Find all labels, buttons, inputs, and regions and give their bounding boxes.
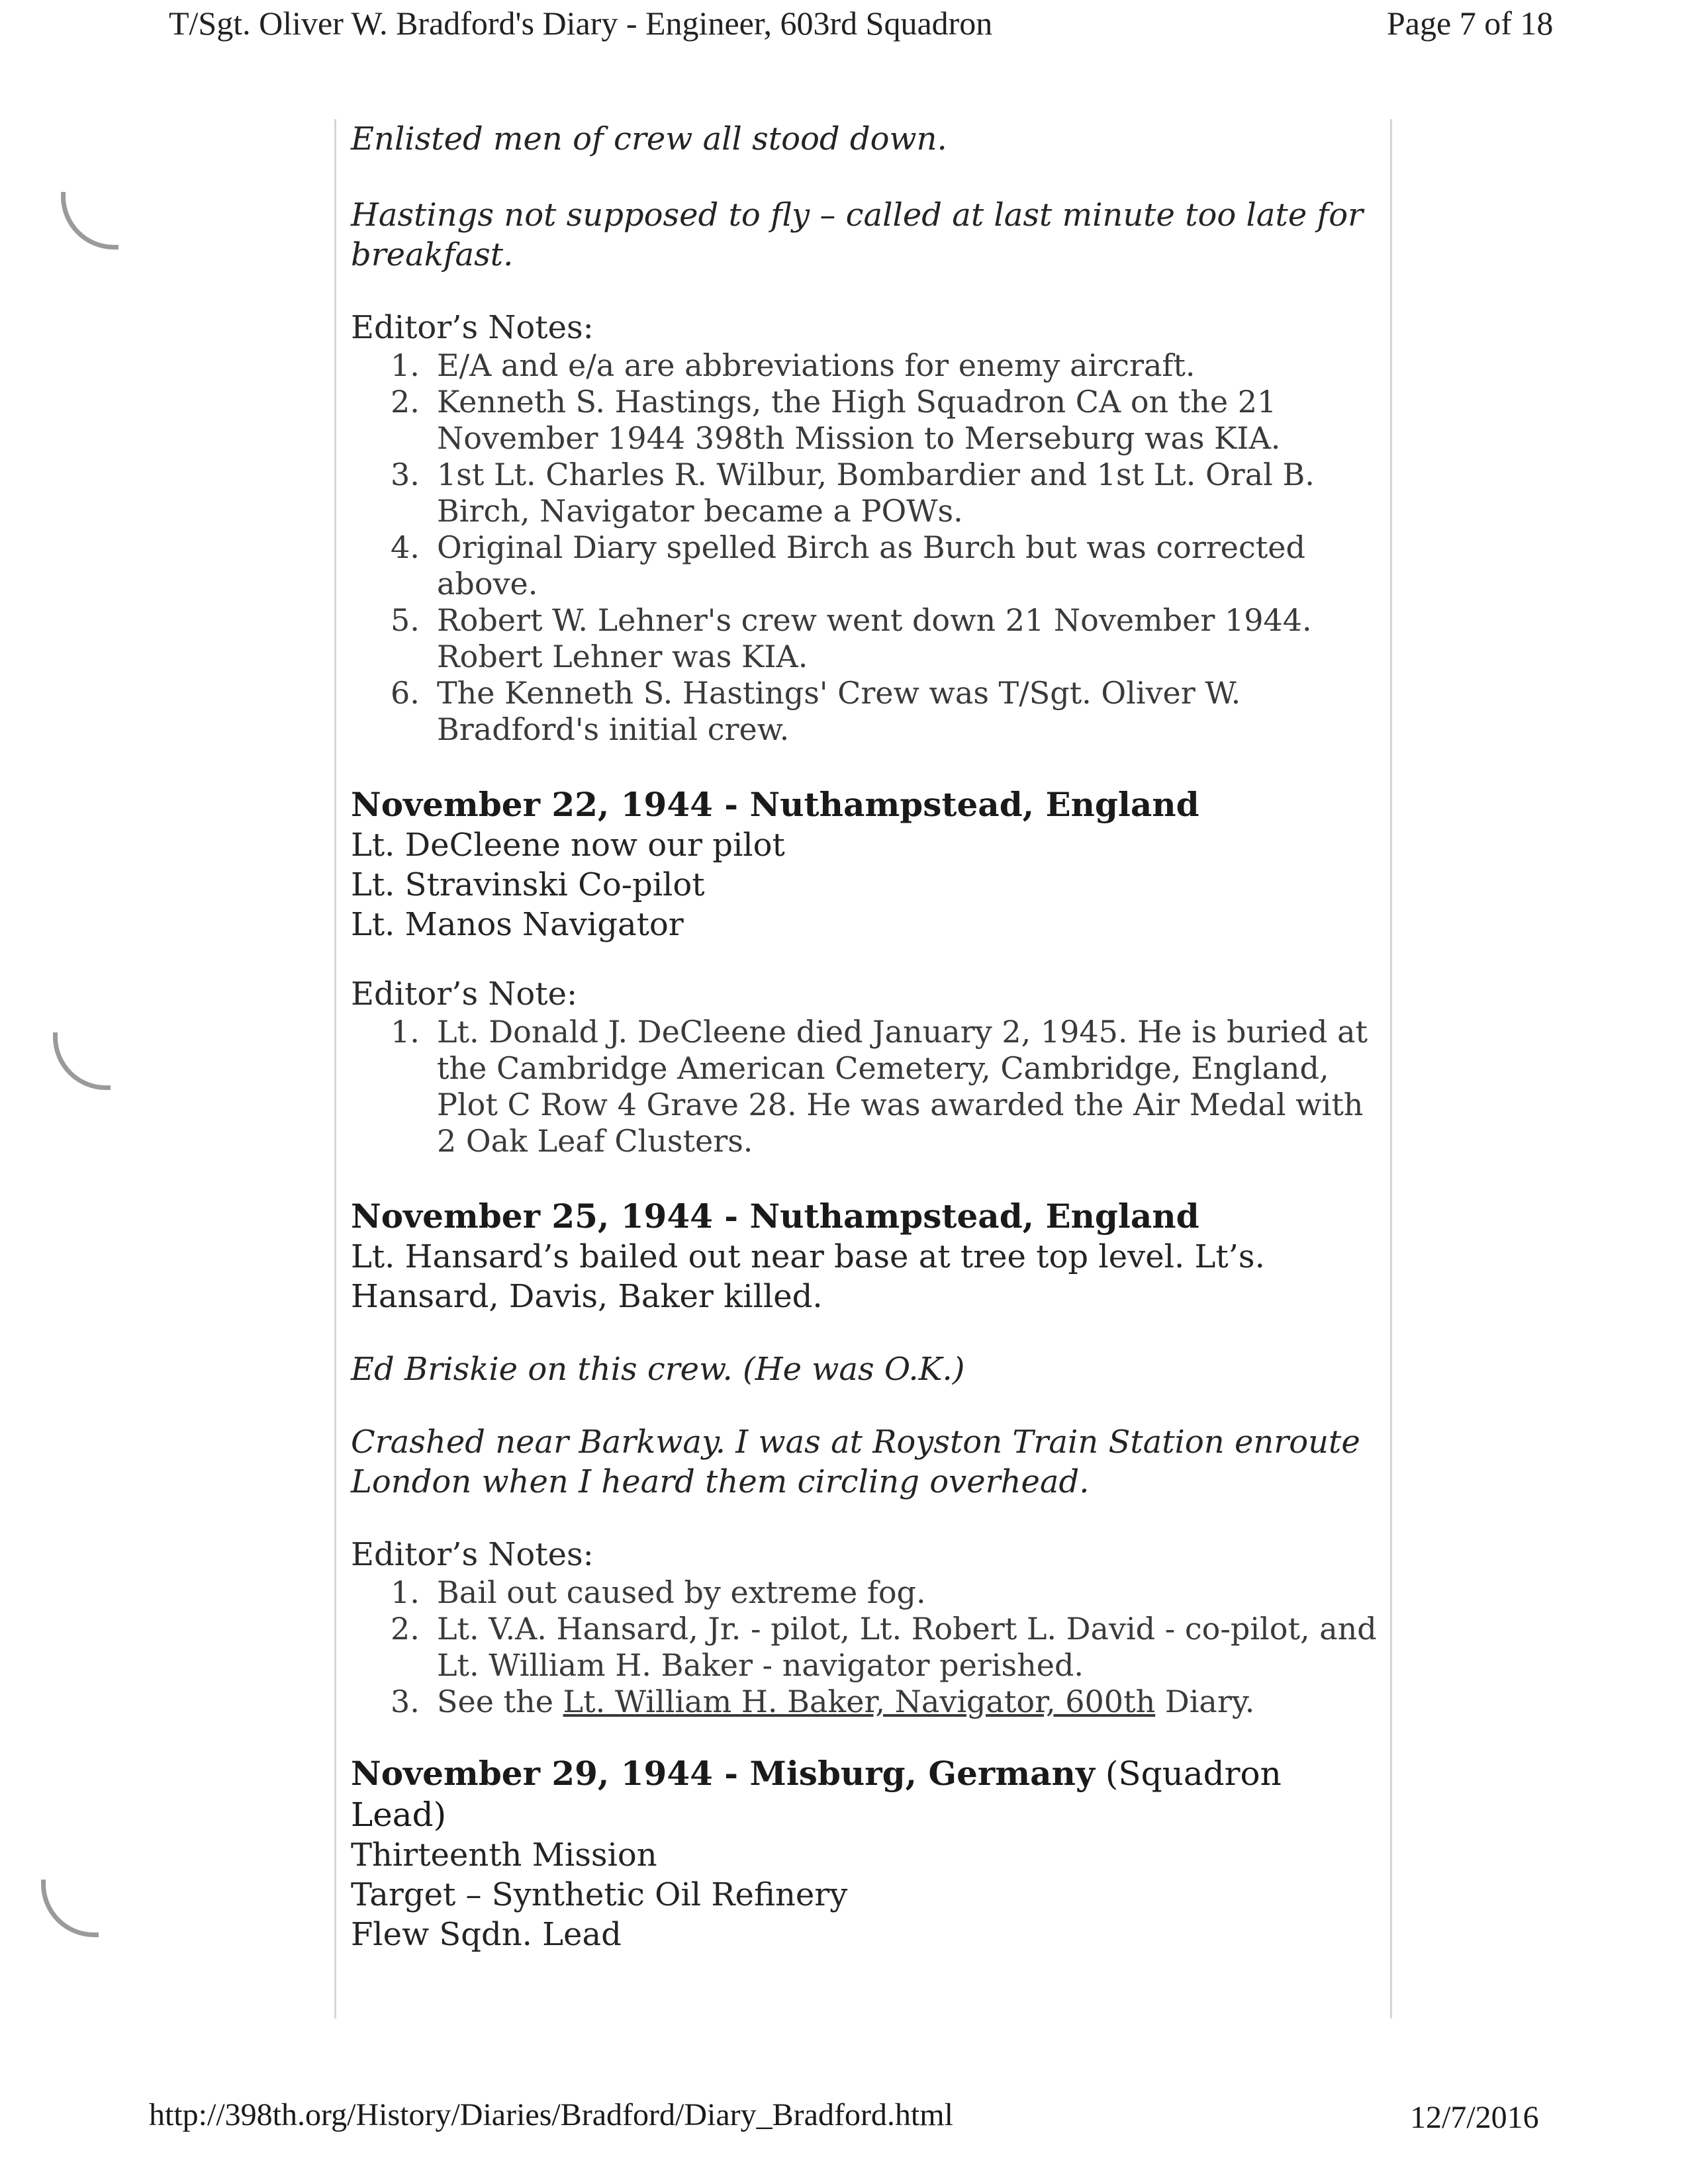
header-page-number: Page 7 of 18	[1387, 5, 1554, 42]
punch-hole-mark	[53, 1032, 111, 1090]
diary-content	[351, 119, 1383, 1954]
editors-note-heading: Editor’s Note:	[351, 976, 578, 1013]
diary-line: Flew Sqdn. Lead	[351, 1916, 622, 1953]
diary-line: Lt. Manos Navigator	[351, 906, 684, 943]
note-item: 3. See the Lt. William H. Baker, Navigator, 600th Diary.	[391, 1684, 1255, 1719]
entry-title: November 29, 1944 - Misburg, Germany (Squadron Lead)	[351, 1754, 1282, 1834]
editors-notes-list	[351, 347, 1383, 748]
diary-line: Target – Synthetic Oil Refinery	[351, 1876, 848, 1913]
note-item: 3. 1st Lt. Charles R. Wilbur, Bombardier and 1st Lt. Oral B. Birch, Navigator became a POWs.	[391, 457, 1315, 529]
left-column-rule	[334, 119, 336, 2019]
entry-title: November 22, 1944 - Nuthampstead, England	[351, 785, 1199, 824]
footer-url: http://398th.org/History/Diaries/Bradford/Diary_Bradford.html	[149, 2097, 953, 2132]
note-item: 6. The Kenneth S. Hastings' Crew was T/Sgt. Oliver W. Bradford's initial crew.	[391, 675, 1241, 747]
diary-paragraph: Enlisted men of crew all stood down.	[351, 120, 947, 158]
punch-hole-mark	[61, 192, 118, 250]
note-item: 2. Kenneth S. Hastings, the High Squadron CA on the 21 November 1944 398th Mission to Merseburg was KIA.	[391, 384, 1281, 456]
editors-notes-heading: Editor’s Notes:	[351, 309, 594, 346]
note-item: 4. Original Diary spelled Birch as Burch but was corrected above.	[391, 529, 1305, 602]
note-item: 1. E/A and e/a are abbreviations for enemy aircraft.	[391, 347, 1196, 383]
header-title: T/Sgt. Oliver W. Bradford's Diary - Engineer, 603rd Squadron	[169, 5, 993, 42]
editors-notes-list	[351, 1014, 1383, 1160]
baker-diary-link[interactable]: Lt. William H. Baker, Navigator, 600th	[563, 1684, 1156, 1719]
editors-notes-heading: Editor’s Notes:	[351, 1536, 594, 1573]
editors-notes-list	[351, 1574, 1383, 1720]
diary-paragraph: Lt. Hansard’s bailed out near base at tree top level. Lt’s. Hansard, Davis, Baker killed.	[351, 1238, 1265, 1315]
note-item: 2. Lt. V.A. Hansard, Jr. - pilot, Lt. Robert L. David - co-pilot, and Lt. William H. Baker - navigator perished.	[391, 1611, 1377, 1683]
note-item: 5. Robert W. Lehner's crew went down 21 November 1944. Robert Lehner was KIA.	[391, 602, 1312, 674]
diary-line: Lt. Stravinski Co-pilot	[351, 866, 705, 903]
diary-line: Lt. DeCleene now our pilot	[351, 827, 785, 864]
diary-paragraph: Hastings not supposed to fly – called at last minute too late for breakfast.	[351, 197, 1364, 273]
diary-paragraph: Ed Briskie on this crew. (He was O.K.)	[351, 1351, 965, 1388]
right-column-rule	[1390, 119, 1392, 2019]
footer-date: 12/7/2016	[1410, 2100, 1539, 2135]
punch-hole-mark	[41, 1880, 99, 1937]
diary-line: Thirteenth Mission	[351, 1837, 657, 1874]
diary-paragraph: Crashed near Barkway. I was at Royston Train Station enroute London when I heard them circling overhead.	[351, 1424, 1360, 1500]
entry-title: November 25, 1944 - Nuthampstead, England	[351, 1197, 1199, 1236]
note-item: 1. Lt. Donald J. DeCleene died January 2, 1945. He is buried at the Cambridge American Cemetery, Cambridge, England, Plot C Row 4 Grave 28. He was awarded the Air Medal with 2 Oak Leaf Clusters.	[391, 1014, 1368, 1159]
note-item: 1. Bail out caused by extreme fog.	[391, 1574, 926, 1610]
